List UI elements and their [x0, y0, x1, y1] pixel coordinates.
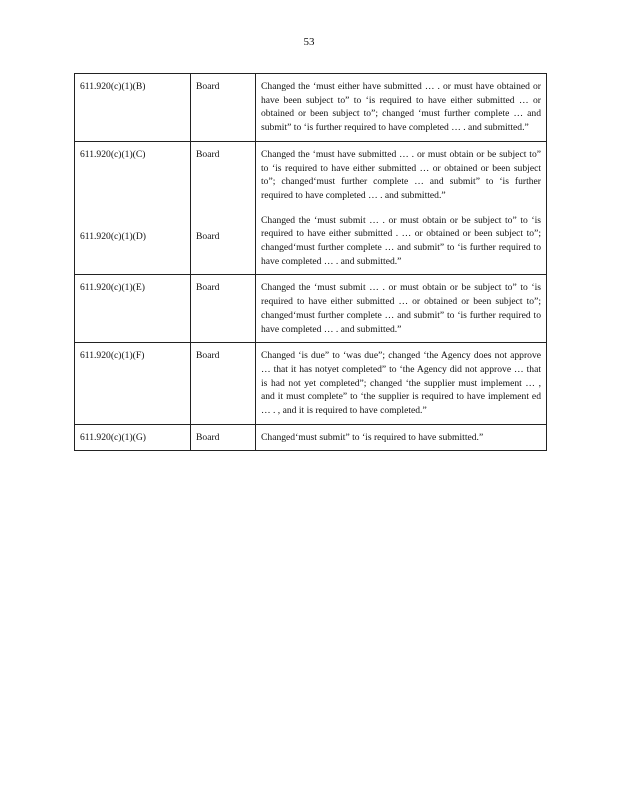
- description-cell: [256, 141, 547, 275]
- section-cell: [75, 141, 191, 275]
- table-row: [75, 275, 547, 343]
- description-cell: Changed the ‘must either have submitted … . or must have obtained or have been subject to” to ‘is required to have either submitted … or obtained or been subject to”; changed ‘must further complete … and submit” to ‘is further required to have completed … . and submitted.”: [256, 74, 547, 142]
- description-cell: Changed the ‘must submit … . or must obtain or be subject to” to ‘is required to have either submitted … or obtained or been subject to”; changed‘must further complete … and submit” to ‘is further required to have completed … . and submitted.”: [256, 275, 547, 343]
- section-text: 611.920(c)(1)(C): [80, 148, 146, 160]
- description-cell: Changed‘must submit” to ‘is required to have submitted.”: [256, 424, 547, 451]
- source-cell: Board: [191, 275, 256, 343]
- description-cell: Changed ‘is due” to ‘was due”; changed ‘the Agency does not approve … that it has notyet completed” to ‘the Agency did not approve … that is had not yet completed”; changed ‘the supplier must implement … , and it must complete” to ‘the supplier is required to have implement ed … . , and it is required to have completed.”: [256, 343, 547, 425]
- description-text: Changed the ‘must have submitted … . or must obtain or be subject to” to ‘is required to have either submitted … or obtained or been subject to”; changed‘must further complete … and submit” to ‘is further required to have completed … . and submitted.”: [261, 148, 541, 201]
- table-row: [75, 343, 547, 425]
- page-number: 53: [303, 36, 315, 48]
- section-cell: 611.920(c)(1)(B): [75, 74, 191, 142]
- subentry-section-text: 611.920(c)(1)(D): [80, 230, 146, 242]
- table-row: [75, 141, 547, 275]
- table-row: [75, 424, 547, 451]
- source-cell: Board: [191, 424, 256, 451]
- source-text: Board: [196, 148, 220, 160]
- changes-table: [74, 73, 547, 451]
- section-cell: 611.920(c)(1)(G): [75, 424, 191, 451]
- section-cell: 611.920(c)(1)(E): [75, 275, 191, 343]
- source-cell: Board: [191, 343, 256, 425]
- subentry-source-text: Board: [196, 230, 220, 242]
- source-cell: [191, 141, 256, 275]
- source-cell: Board: [191, 74, 256, 142]
- section-cell: 611.920(c)(1)(F): [75, 343, 191, 425]
- table-row: [75, 74, 547, 142]
- subentry-description-text: Changed the ‘must submit … . or must obtain or be subject to” to ‘is required to have either submitted . … or obtained or been subject to”; changed‘must further complete … and submit” to ‘is further required to have completed … . and submitted.”: [261, 214, 541, 267]
